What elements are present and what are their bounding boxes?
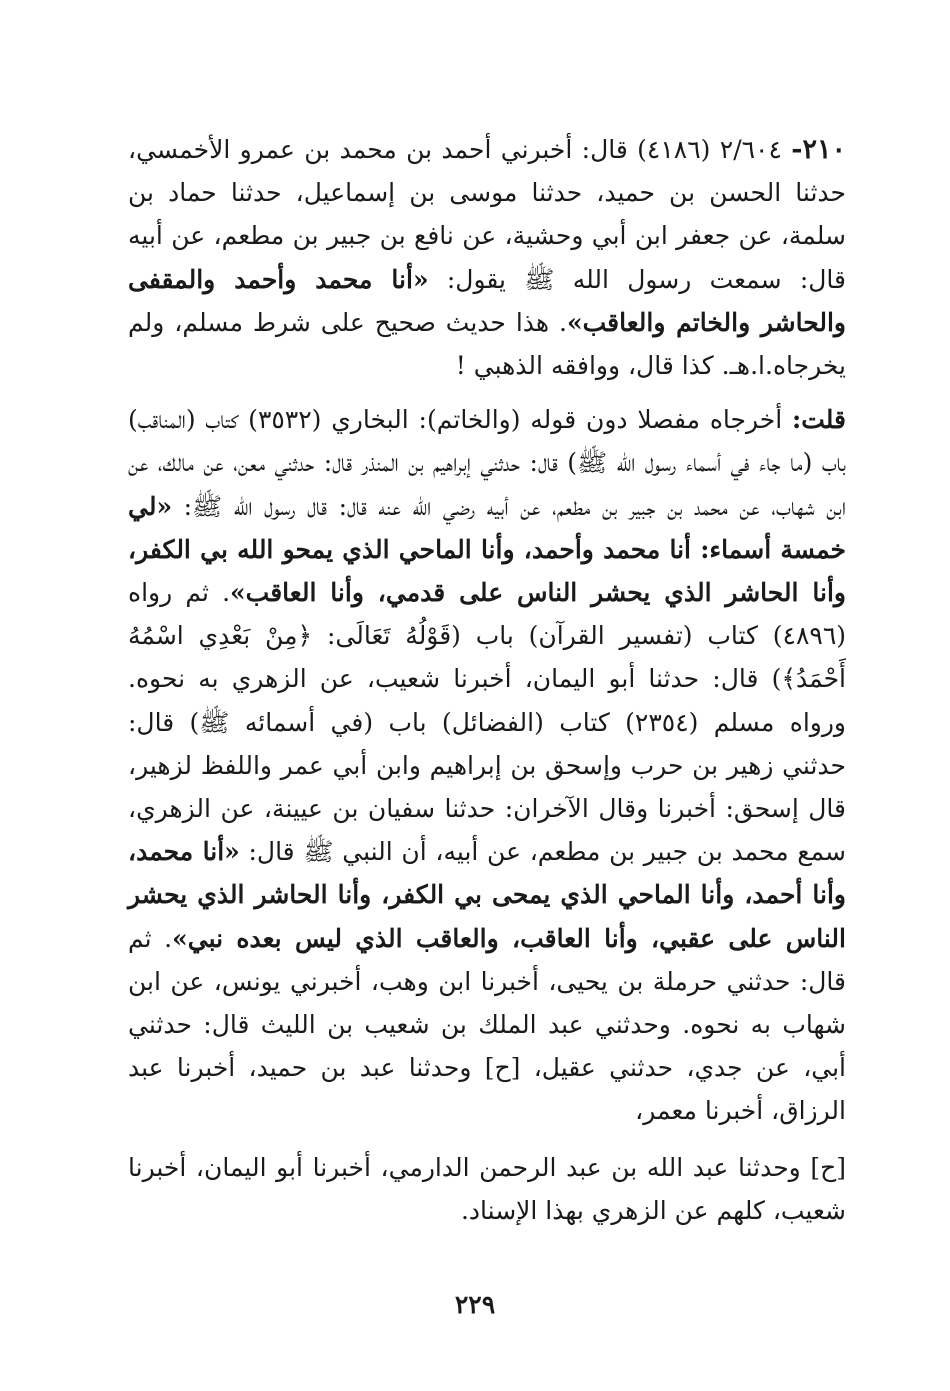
note-bab-3: (في أسمائه ﷺ) [189,707,374,737]
final-paragraph [128,1146,846,1232]
note-text-1: أخرجاه مفصلا دون قوله (والخاتم): البخاري (٣٥٣٢) كتاب (المناقب) باب (ما جاء في أسماء رسول الله ﷺ) قال: حدثني إبراهيم بن المنذر قال: حدثني معن، عن مالك، عن ابن شهاب، عن محمد بن جبير بن مطعم، عن أبيه رضي الله عنه قال: قال رسول الله ﷺ: [128,405,846,521]
page-number: ٢٢٩ [454,1290,496,1319]
hadith-number: ٢١٠ [802,134,846,165]
hadith-paragraph [128,128,846,387]
hadith-reference: ٢/٦٠٤ (٤١٨٦) [637,135,782,164]
note-text-4: قال: حدثني زهير بن حرب وإسحق بن إبراهيم وابن أبي عمر واللفظ لزهير، قال إسحق: أخبرنا وقال الآخران: حدثنا سفيان بن عيينة، عن الزهري، سمع محمد بن جبير بن مطعم، عن أبيه، أن النبي ﷺ قال: [128,707,846,867]
note-text-5: . ثم قال: حدثني حرملة بن يحيى، أخبرنا ابن وهب، أخبرني يونس، عن ابن شهاب به نحوه. وحدثني عبد الملك بن شعيب بن الليث قال: حدثني أبي، عن جدي، حدثني عقيل، [ح] وحدثنا عبد بن حميد، أخبرنا عبد الرزاق، أخبرنا معمر، [128,923,846,1126]
hadith-after-quote: . هذا حديث صحيح على شرط مسلم، ولم يخرجاه.ا.هـ. كذا قال، ووافقه الذهبي ! [128,307,846,381]
final-text: [ح] وحدثنا عبد الله بن عبد الرحمن الدارمي، أخبرنا أبو اليمان، أخبرنا شعيب، كلهم عن الزهري بهذا الإسناد. [128,1152,846,1225]
hadith-intro: قال: أخبرني أحمد بن محمد بن عمرو الأخمسي، حدثنا الحسن بن حميد، حدثنا موسى بن إسماعيل، حدثنا حماد بن سلمة، عن جعفر ابن أبي وحشية، عن نافع بن جبير بن مطعم، عن أبيه قال: سمعت رسول الله ﷺ يقول: [128,135,846,294]
note-quote-2: «أنا محمد، وأنا أحمد، وأنا الماحي الذي يمحى بي الكفر، وأنا الحاشر الذي يحشر الناس على عقبي، وأنا العاقب، والعاقب الذي ليس بعده نبي» [128,837,846,953]
hadith-number-dash: - [791,134,803,165]
note-text-3: قال: حدثنا أبو اليمان، أخبرنا شعيب، عن الزهري به نحوه. ورواه مسلم (٢٣٥٤) كتاب (الفضائل) باب [128,664,846,737]
note-label: قلت: [792,405,847,435]
note-bab-2: (قَوْلُهُ تَعَالَى: ﴿مِنْ بَعْدِي اسْمُهُ أَحْمَدُ﴾) [128,621,846,694]
page-body [128,128,846,1232]
note-paragraph [128,398,846,1132]
note-quote-1: «لي خمسة أسماء: أنا محمد وأحمد، وأنا الماحي الذي يمحو الله بي الكفر، وأنا الحاشر الذي يحشر الناس على قدمي، وأنا العاقب» [128,491,846,608]
hadith-quote: «أنا محمد وأحمد والمقفى والحاشر والخاتم والعاقب» [128,264,847,337]
note-text-2: . ثم رواه (٤٨٩٦) كتاب (تفسير القرآن) باب [128,578,847,651]
